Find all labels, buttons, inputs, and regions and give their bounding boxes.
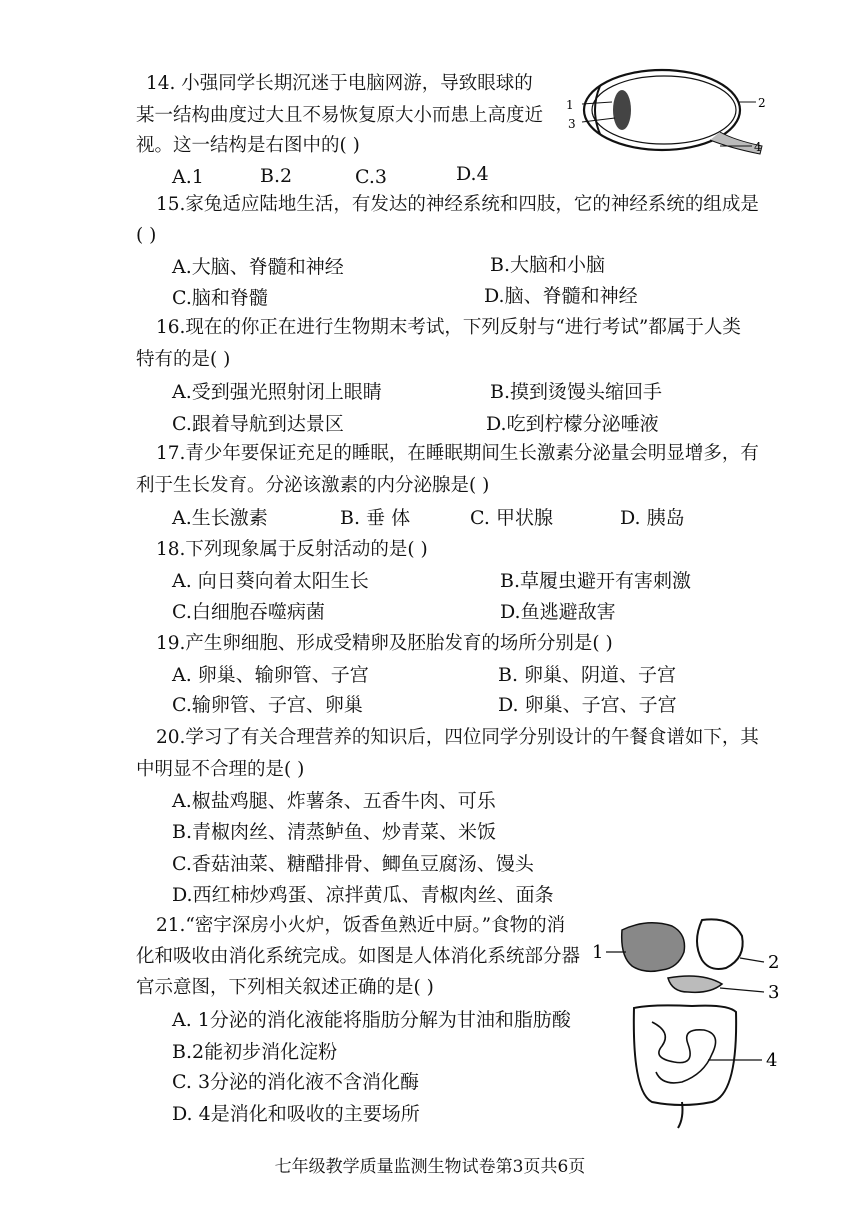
q21-option-b[interactable]: B.2能初步消化淀粉 (172, 1041, 338, 1063)
q20-option-c[interactable]: C.香菇油菜、糖醋排骨、鲫鱼豆腐汤、馒头 (172, 853, 534, 875)
q14-option-a[interactable]: A.1 (172, 166, 204, 188)
q21-option-d[interactable]: D. 4是消化和吸收的主要场所 (172, 1103, 420, 1125)
q20-line1: 20.学习了有关合理营养的知识后，四位同学分别设计的午餐食谱如下，其 (156, 727, 759, 748)
q14-option-c[interactable]: C.3 (355, 166, 387, 188)
stomach (697, 919, 743, 969)
q17-option-a[interactable]: A.生长激素 (172, 507, 268, 529)
digestive-label-2: 2 (768, 952, 780, 973)
q18-option-a[interactable]: A. 向日葵向着太阳生长 (172, 570, 369, 592)
q20-line2: 中明显不合理的是( ) (136, 759, 305, 780)
pancreas (668, 976, 722, 992)
digestive-label-1: 1 (592, 942, 604, 963)
q17-line2: 利于生长发育。分泌该激素的内分泌腺是( ) (136, 475, 490, 496)
q19-option-b[interactable]: B. 卵巢、阴道、子宫 (498, 664, 677, 686)
q15-line1: 15.家兔适应陆地生活，有发达的神经系统和四肢，它的神经系统的组成是 (156, 194, 759, 215)
cornea (595, 86, 600, 134)
large-intestine (634, 1005, 736, 1105)
q17-option-d[interactable]: D. 胰岛 (620, 507, 685, 529)
q18-option-d[interactable]: D.鱼逃避敌害 (500, 601, 616, 623)
q14-line1: 14. 小强同学长期沉迷于电脑网游，导致眼球的 (146, 73, 533, 94)
eye-label-1: 1 (566, 98, 574, 112)
q20-option-b[interactable]: B.青椒肉丝、清蒸鲈鱼、炒青菜、米饭 (172, 821, 497, 843)
eye-label-4: 4 (754, 140, 762, 154)
q18-option-b[interactable]: B.草履虫避开有害刺激 (500, 570, 692, 592)
q20-option-d[interactable]: D.西红柿炒鸡蛋、凉拌黄瓜、青椒肉丝、面条 (172, 884, 554, 906)
digestive-system-diagram (592, 912, 792, 1132)
q21-option-a[interactable]: A. 1分泌的消化液能将脂肪分解为甘油和脂肪酸 (172, 1009, 571, 1031)
q21-line1: 21.“密宇深房小火炉，饭香鱼熟近中厨。”食物的消 (156, 915, 566, 936)
q15-option-b[interactable]: B.大脑和小脑 (490, 254, 606, 276)
q18-line1: 18.下列现象属于反射活动的是( ) (156, 539, 428, 560)
page-footer: 七年级教学质量监测生物试卷第3页共6页 (274, 1157, 586, 1177)
q16-line2: 特有的是( ) (136, 349, 231, 370)
q16-option-c[interactable]: C.跟着导航到达景区 (172, 413, 344, 435)
digestive-label-4: 4 (766, 1050, 778, 1071)
q20-option-a[interactable]: A.椒盐鸡腿、炸薯条、五香牛肉、可乐 (172, 790, 496, 812)
q16-option-a[interactable]: A.受到强光照射闭上眼睛 (172, 381, 382, 403)
q19-option-a[interactable]: A. 卵巢、输卵管、子宫 (172, 664, 369, 686)
lens (613, 90, 631, 130)
q18-option-c[interactable]: C.白细胞吞噬病菌 (172, 601, 325, 623)
small-intestine (652, 1022, 716, 1083)
eye-label-2: 2 (758, 96, 766, 110)
q15-option-d[interactable]: D.脑、脊髓和神经 (484, 285, 638, 307)
q15-option-c[interactable]: C.脑和脊髓 (172, 287, 268, 309)
q16-line1: 16.现在的你正在进行生物期末考试，下列反射与“进行考试”都属于人类 (156, 317, 741, 338)
q19-option-d[interactable]: D. 卵巢、子宫、子宫 (498, 694, 677, 716)
q16-option-b[interactable]: B.摸到烫馒头缩回手 (490, 381, 663, 403)
q15-option-a[interactable]: A.大脑、脊髓和神经 (172, 256, 344, 278)
q21-line2: 化和吸收由消化系统完成。如图是人体消化系统部分器 (136, 946, 581, 967)
q21-line3: 官示意图，下列相关叙述正确的是( ) (136, 977, 434, 998)
liver (622, 923, 685, 972)
q14-option-d[interactable]: D.4 (456, 163, 489, 185)
q14-option-b[interactable]: B.2 (260, 165, 293, 187)
q15-line2: ( ) (136, 225, 157, 246)
eye-diagram (560, 62, 780, 172)
q19-option-c[interactable]: C.输卵管、子宫、卵巢 (172, 694, 363, 716)
q17-line1: 17.青少年要保证充足的睡眠，在睡眠期间生长激素分泌量会明显增多，有 (156, 443, 759, 464)
q14-line2: 某一结构曲度过大且不易恢复原大小而患上高度近 (136, 105, 544, 126)
eye-label-3: 3 (568, 117, 576, 131)
q16-option-d[interactable]: D.吃到柠檬分泌唾液 (486, 413, 659, 435)
q17-option-b[interactable]: B. 垂 体 (340, 507, 411, 529)
q19-line1: 19.产生卵细胞、形成受精卵及胚胎发育的场所分别是( ) (156, 633, 613, 654)
digestive-label-3: 3 (768, 982, 780, 1003)
q14-line3: 视。这一结构是右图中的( ) (136, 135, 360, 156)
q21-option-c[interactable]: C. 3分泌的消化液不含消化酶 (172, 1071, 420, 1093)
q17-option-c[interactable]: C. 甲状腺 (470, 507, 553, 529)
